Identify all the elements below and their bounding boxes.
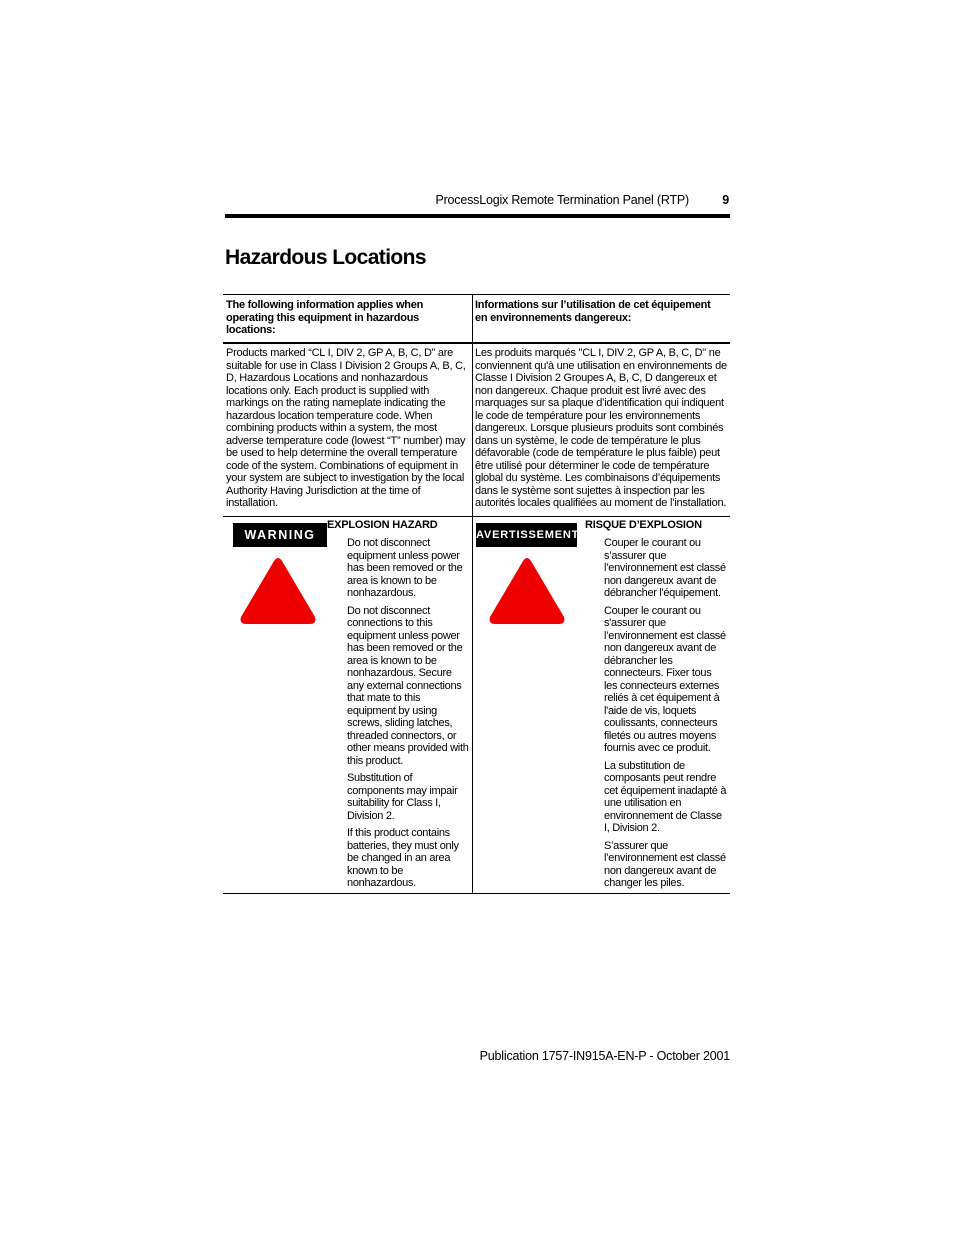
page-number: 9: [722, 193, 729, 207]
english-heading: The following information applies when operating this equipment in hazardous locations:: [226, 299, 424, 336]
warning-point: Do not disconnect connections to this equipment unless power has been removed or the area is known to be nonhazardous. Secure any external connections that mate to this equipment by using screws, sliding latches, threaded connectors, or other means provided with this product.: [347, 604, 469, 767]
warning-triangle-icon: [488, 556, 566, 626]
warning-point: Do not disconnect equipment unless power has been removed or the area is known to be nonhazardous.: [347, 537, 463, 599]
warning-point: If this product contains batteries, they must only be changed in an area known to be nonhazardous.: [347, 827, 459, 889]
table-row-rule: [223, 516, 730, 517]
running-header-title: ProcessLogix Remote Termination Panel (RTP): [435, 193, 689, 207]
warning-point: Substitution of components may impair suitability for Class I, Division 2.: [347, 772, 458, 822]
hazard-info-table: [223, 294, 730, 895]
table-header-rule: [223, 342, 730, 344]
page-title: Hazardous Locations: [225, 246, 426, 269]
french-heading: Informations sur l’utilisation de cet équipement en environnements dangereux:: [475, 299, 711, 324]
french-warning-points: [604, 537, 727, 895]
warning-triangle-icon: [239, 556, 317, 626]
warning-label: WARNING: [233, 523, 327, 547]
english-warning-points: [347, 537, 471, 895]
explosion-hazard-title: EXPLOSION HAZARD: [327, 519, 438, 531]
warning-point: S’assurer que l’environnement est classé non dangereux avant de changer les piles.: [604, 839, 726, 889]
publication-footer: Publication 1757-IN915A-EN-P - October 2001: [479, 1049, 730, 1063]
table-top-rule: [223, 294, 730, 295]
english-body: Products marked “CL I, DIV 2, GP A, B, C, D” are suitable for use in Class I Division 2 Groups A, B, C, D, Hazardous Locations and nonhazardous locations only. Each product is supplied with markings on the rating nameplate indicating the hazardous location temperature code. When combining products within a system, the most adverse temperature code (lowest “T” number) may be used to help determine the overall temperature code of the system. Combinations of equipment in your system are subject to investigation by the local Authority Having Jurisdiction at the time of installation.: [226, 347, 466, 509]
warning-point: Couper le courant ou s’assurer que l’environnement est classé non dangereux avant de débrancher l'équipement.: [604, 537, 726, 599]
warning-point: Couper le courant ou s'assurer que l’environnement est classé non dangereux avant de débrancher les connecteurs. Fixer tous les connecteurs externes reliés à cet équipement à l'aide de vis, loquets coulissants, connecteurs filetés ou autres moyens fournis avec ce produit.: [604, 604, 726, 754]
warning-point: La substitution de composants peut rendre cet équipement inadapté à une utilisation en environnement de Classe I, Division 2.: [604, 759, 727, 834]
risque-explosion-title: RISQUE D’EXPLOSION: [585, 519, 702, 531]
avertissement-label: AVERTISSEMENT: [476, 523, 577, 547]
table-column-divider: [472, 294, 473, 894]
header-rule: [225, 214, 730, 218]
french-body: Les produits marqués "CL I, DIV 2, GP A, B, C, D" ne conviennent qu'à une utilisation en environnements de Classe I Division 2 Groupes A, B, C, D dangereux et non dangereux. Chaque produit est livré avec des marquages sur sa plaque d’identification qui indiquent le code de température pour les environnements dangereux. Lorsque plusieurs produits sont combinés dans un système, le code de température le plus défavorable (code de température le plus faible) peut être utilisé pour déterminer le code de température global du système. Les combinaisons d’équipements dans le système sont sujettes à inspection par les autorités locales qualifiées au moment de l’installation.: [475, 347, 727, 509]
